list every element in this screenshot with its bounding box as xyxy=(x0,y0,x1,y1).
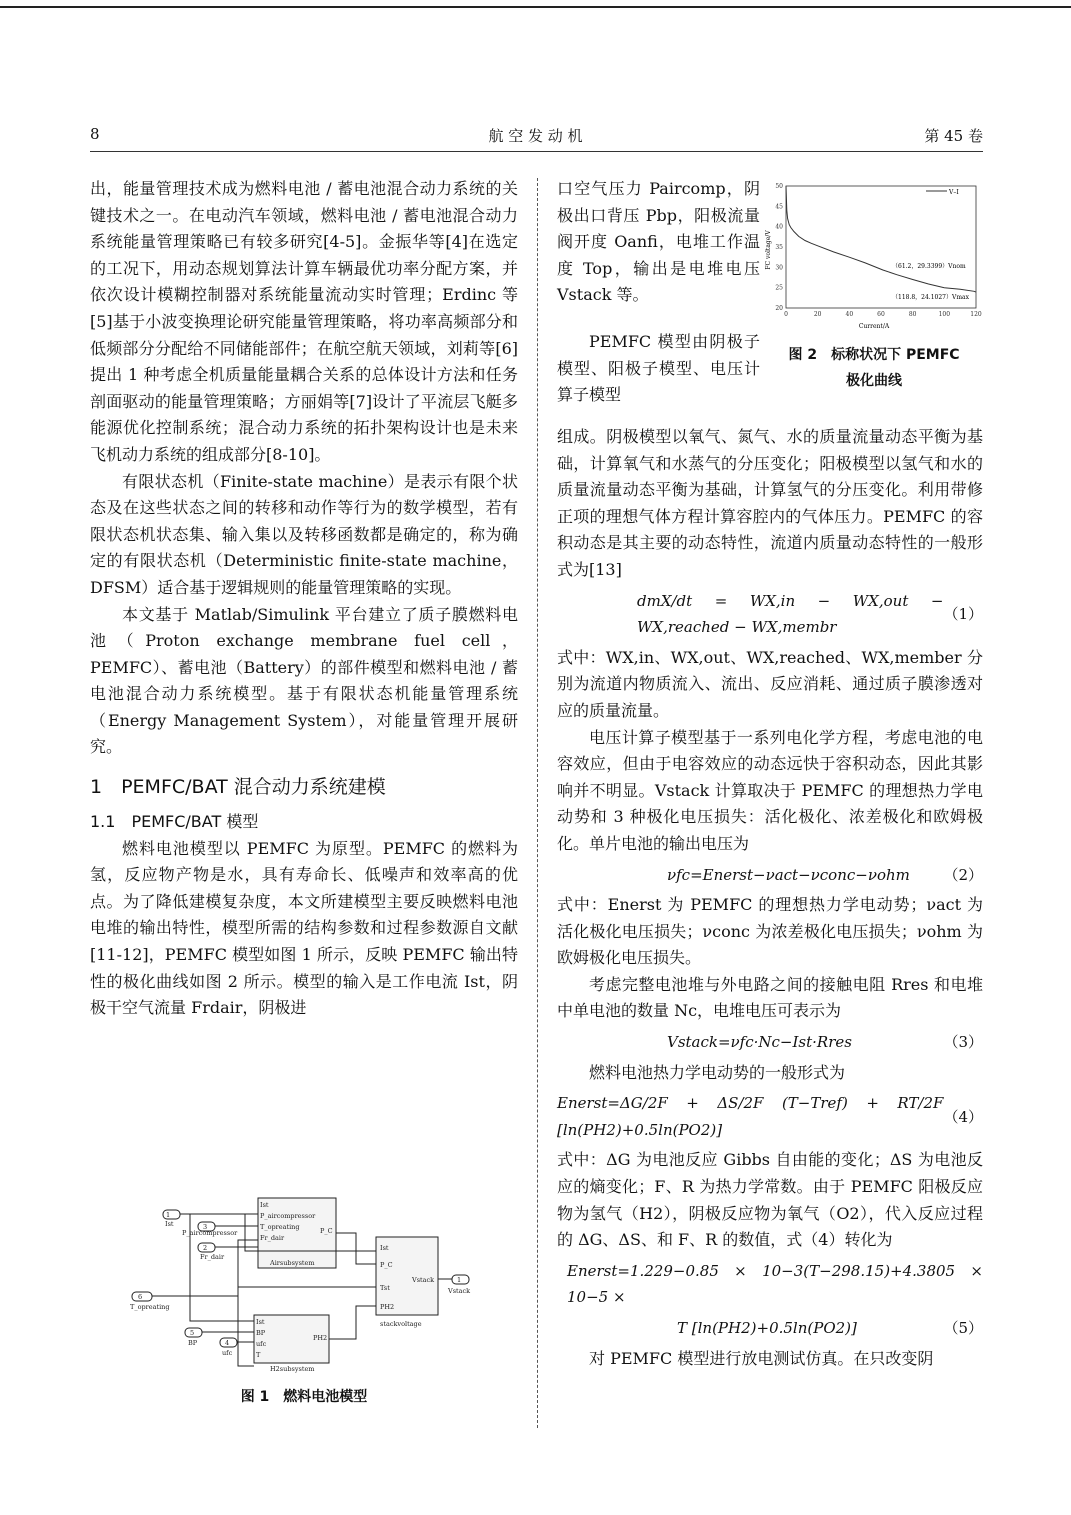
y-tick-label: 50 xyxy=(775,183,783,190)
legend-entry: V–I xyxy=(949,189,959,196)
port-label: P_C xyxy=(320,1227,333,1235)
annotation-vmax: （118.8，24.1027）Vmax xyxy=(892,294,969,301)
block-name: H2subsystem xyxy=(270,1365,315,1373)
figure-2-caption-line: 极化曲线 xyxy=(846,373,902,389)
x-tick-label: 0 xyxy=(784,311,788,318)
figure-2-caption xyxy=(764,342,984,394)
x-tick-label: 120 xyxy=(970,311,982,318)
equation-text: dmX/dt = WX,in − WX,out − WX,reached − WX,membr xyxy=(637,591,944,637)
port-label: BP xyxy=(256,1329,266,1337)
port-label: Vstack xyxy=(412,1276,435,1284)
subsection-heading: 1.1 PEMFC/BAT 模型 xyxy=(90,812,259,832)
inport-label: ufc xyxy=(222,1349,233,1357)
right-column-main xyxy=(557,424,983,1372)
outport-label: Vstack xyxy=(448,1287,471,1295)
top-border xyxy=(0,6,1071,8)
port-label: P_C xyxy=(380,1261,393,1269)
paragraph: 出，能量管理技术成为燃料电池 / 蓄电池混合动力系统的关键技术之一。在电动汽车领域，燃料电池 / 蓄电池混合动力系统能量管理策略已有较多研究[4-5]。金振华等[4]在选定的工况下，用动态规划算法计算车辆最优功率分配方案，并依次设计模糊控制器对系统能量流动实时管理；Erdinc 等[5]基于小波变换理论研究能量管理策略，将功率高频部分和低频部分分配给不同储能部件；在航空航天领域，刘莉等[6]提出 1 种考虑全机质量能量耦合关系的总体设计方法和任务剖面驱动的能量管理策略；方丽娟等[7]设计了平流层飞艇多能源优化控制系统；混合动力系统的拓扑架构设计也是未来飞机动力系统的组成部分[8-10]。 xyxy=(90,179,518,464)
right-column-top xyxy=(557,176,760,309)
port-label: Fr_dair xyxy=(260,1234,285,1242)
block-name: stackvoltage xyxy=(380,1320,422,1328)
equation-3 xyxy=(557,1029,983,1056)
port-label: PH2 xyxy=(380,1303,395,1311)
simulink-diagram xyxy=(130,1195,480,1375)
equation-number: （3） xyxy=(943,1033,983,1052)
y-tick-label: 25 xyxy=(775,284,783,292)
equation-text: νfc=Enerst−νact−νconc−νohm xyxy=(667,865,910,884)
block-name: Airsubsystem xyxy=(270,1259,315,1267)
port-label: Tst xyxy=(380,1284,390,1292)
port-label: T xyxy=(256,1351,261,1359)
page-number: 8 xyxy=(90,125,100,143)
port-label: T_opreating xyxy=(260,1223,300,1231)
equation-number: （4） xyxy=(943,1107,983,1126)
left-column xyxy=(90,176,518,1022)
paragraph-start: PEMFC 模型由阴极子模型、阳极子模型、电压计算子模型 xyxy=(557,332,760,405)
x-axis-label: Current/A xyxy=(858,323,890,330)
equation-number: （1） xyxy=(943,604,983,623)
equation-5-line-1 xyxy=(557,1258,983,1311)
chart-axes xyxy=(786,186,976,308)
paragraph: 式中：Enerst 为 PEMFC 的理想热力学电动势；νact 为活化极化电压损失；νconc 为浓差极化电压损失；νohm 为欧姆极化电压损失。 xyxy=(557,895,983,968)
equation-5-line-2 xyxy=(557,1315,983,1342)
y-tick-label: 45 xyxy=(775,203,783,211)
paragraph: 有限状态机（Finite-state machine）是表示有限个状态及在这些状态之间的转移和动作等行为的数学模型，若有限状态机状态集、输入集以及转移函数都是确定的，称为确定的有限状态机（Deterministic finite-state machine，DFSM）适合基于逻辑规则的能量管理策略的实现。 xyxy=(90,471,518,597)
x-tick-label: 80 xyxy=(908,311,917,318)
x-tick-label: 100 xyxy=(938,311,951,318)
y-tick-label: 35 xyxy=(775,244,783,251)
journal-title: 航 空 发 动 机 xyxy=(488,127,583,145)
port-label: PH2 xyxy=(313,1334,328,1342)
x-tick-label: 60 xyxy=(877,311,885,318)
polarization-chart xyxy=(764,180,984,330)
paragraph: 考虑完整电池堆与外电路之间的接触电阻 Rres 和电堆中单电池的数量 Nc，电堆电压可表示为 xyxy=(557,974,983,1021)
paragraph: 式中：WX,in、WX,out、WX,reached、WX,member 分别为流道内物质流入、流出、反应消耗、通过质子膜渗透对应的质量流量。 xyxy=(557,647,983,720)
equation-1 xyxy=(557,588,983,641)
plot-area xyxy=(786,186,976,308)
port-label: ufc xyxy=(256,1340,267,1348)
paragraph: 对 PEMFC 模型进行放电测试仿真。在只改变阴 xyxy=(589,1348,934,1368)
inport-label: T_opreating xyxy=(130,1303,170,1311)
port-number: 1 xyxy=(457,1276,462,1284)
equation-text: T [ln(PH2)+0.5ln(PO2)] xyxy=(677,1319,857,1337)
paragraph: 燃料电池模型以 PEMFC 为原型。PEMFC 的燃料为氢，反应物产物是水，具有寿命长、低噪声和效率高的优点。为了降低建模复杂度，本文所建模型主要反映燃料电池电堆的输出特性，模型所需的结构参数和过程参数源自文献[11-12]，PEMFC 模型如图 1 所示，反映 PEMFC 输出特性的极化曲线如图 2 所示。模型的输入是工作电流 Ist，阴极干空气流量 Frdair，阴极进 xyxy=(90,838,518,1018)
paragraph: 电压计算子模型基于一系列电化学方程，考虑电池的电容效应，但由于电容效应的动态远快于容积动态，因此其影响并不明显。Vstack 计算取决于 PEMFC 的理想热力学电动势和 3 种极化电压损失：活化极化、浓差极化和欧姆极化。单片电池的输出电压为 xyxy=(557,727,983,853)
section-heading: 1 PEMFC/BAT 混合动力系统建模 xyxy=(90,776,386,799)
y-tick-label: 20 xyxy=(775,305,783,312)
port-number: 4 xyxy=(225,1339,230,1347)
port-number: 1 xyxy=(166,1211,171,1219)
inport-label: BP xyxy=(188,1339,198,1347)
equation-text: Enerst=1.229−0.85 × 10−3(T−298.15)+4.3805 × 10−5 × xyxy=(567,1261,983,1307)
port-label: Ist xyxy=(380,1244,389,1252)
paragraph: 口空气压力 Paircomp，阴极出口背压 Pbp，阳极流量阀开度 Oanfi，电堆工作温度 Top，输出是电堆电压 Vstack 等。 xyxy=(557,179,760,305)
port-label: Ist xyxy=(260,1201,269,1209)
y-tick-label: 30 xyxy=(775,264,783,272)
right-column-mid xyxy=(557,329,760,409)
series-line-v-i xyxy=(786,186,976,292)
paragraph: 燃料电池热力学电动势的一般形式为 xyxy=(589,1062,846,1082)
y-axis-label: FC voltage/V xyxy=(765,230,772,270)
port-number: 6 xyxy=(138,1293,143,1301)
paragraph: 本文基于 Matlab/Simulink 平台建立了质子膜燃料电池（Proton exchange membrane fuel cell，PEMFC）、蓄电池（Battery）的部件模型和燃料电池 / 蓄电池混合动力系统模型。基于有限状态机能量管理系统（Energy Management System），对能量管理开展研究。 xyxy=(90,604,518,757)
x-tick-label: 20 xyxy=(813,311,822,318)
equation-text: Vstack=νfc·Nc−Ist·Rres xyxy=(667,1033,852,1052)
port-number: 2 xyxy=(203,1244,208,1252)
equation-number: （2） xyxy=(943,865,983,884)
inport-label: P_aircompressor xyxy=(182,1229,238,1237)
paragraph: 式中：ΔG 为电池反应 Gibbs 自由能的变化；ΔS 为电池反应的熵变化；F、R 为热力学常数。由于 PEMFC 阳极反应物为氢气（H2），阴极反应物为氧气（O2），代入反应过程的 ΔG、ΔS、和 F、R 的数值，式（4）转化为 xyxy=(557,1150,983,1250)
annotation-vnom: （61.2，29.3399）Vnom xyxy=(892,263,966,270)
equation-text: Enerst=ΔG/2F + ΔS/2F (T−Tref) + RT/2F [ln(PH2)+0.5ln(PO2)] xyxy=(557,1094,944,1139)
equation-number: （5） xyxy=(943,1319,983,1337)
figure-1-caption: 图 1 燃料电池模型 xyxy=(240,1389,368,1405)
y-tick-label: 40 xyxy=(775,223,783,231)
equation-2 xyxy=(557,862,983,889)
port-number: 5 xyxy=(190,1329,195,1337)
figure-2-caption-line: 图 2 标称状况下 PEMFC xyxy=(788,347,960,363)
volume-label: 第 45 卷 xyxy=(924,127,983,145)
paragraph-continued: 组成。阴极模型以氧气、氮气、水的质量流量动态平衡为基础，计算氧气和水蒸气的分压变化；阳极模型以氢气和水的质量流量动态平衡为基础，计算氢气的分压变化。利用带修正项的理想气体方程计算容腔内的气体压力。PEMFC 的容积动态是其主要的动态特性，流道内质量动态特性的一般形式为[13] xyxy=(557,427,983,579)
column-divider xyxy=(537,178,538,1428)
inport-label: Ist xyxy=(165,1220,174,1228)
equation-4 xyxy=(557,1090,983,1143)
x-tick-label: 40 xyxy=(845,311,854,318)
inport-label: Fr_dair xyxy=(200,1253,225,1261)
header-rule xyxy=(90,151,983,152)
port-label: Ist xyxy=(256,1318,265,1326)
port-label: P_aircompressor xyxy=(260,1212,316,1220)
port-number: 3 xyxy=(203,1223,208,1231)
